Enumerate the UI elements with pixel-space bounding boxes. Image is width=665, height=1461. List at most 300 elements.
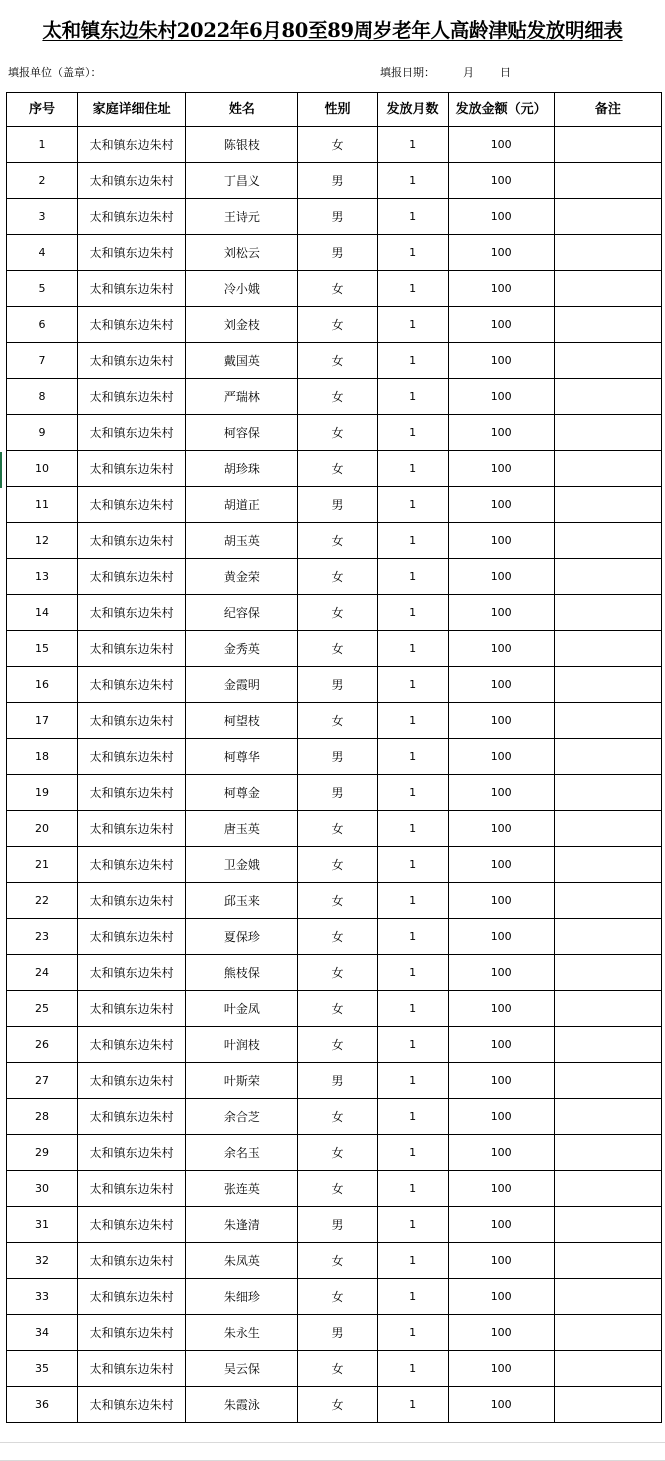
cell-address[interactable]: 太和镇东边朱村 bbox=[78, 919, 186, 955]
cell-months[interactable]: 1 bbox=[377, 379, 448, 415]
cell-note[interactable] bbox=[554, 559, 661, 595]
cell-name[interactable]: 余合芝 bbox=[186, 1099, 298, 1135]
cell-months[interactable]: 1 bbox=[377, 1027, 448, 1063]
cell-address[interactable]: 太和镇东边朱村 bbox=[78, 127, 186, 163]
cell-seq[interactable]: 18 bbox=[7, 739, 78, 775]
cell-name[interactable]: 胡道正 bbox=[186, 487, 298, 523]
cell-sex[interactable]: 男 bbox=[298, 487, 377, 523]
cell-address[interactable]: 太和镇东边朱村 bbox=[78, 595, 186, 631]
cell-seq[interactable]: 20 bbox=[7, 811, 78, 847]
cell-months[interactable]: 1 bbox=[377, 919, 448, 955]
cell-address[interactable]: 太和镇东边朱村 bbox=[78, 1351, 186, 1387]
cell-months[interactable]: 1 bbox=[377, 595, 448, 631]
cell-seq[interactable]: 33 bbox=[7, 1279, 78, 1315]
cell-seq[interactable]: 8 bbox=[7, 379, 78, 415]
cell-name[interactable]: 冷小娥 bbox=[186, 271, 298, 307]
cell-note[interactable] bbox=[554, 667, 661, 703]
cell-seq[interactable]: 21 bbox=[7, 847, 78, 883]
cell-seq[interactable]: 10 bbox=[7, 451, 78, 487]
cell-amount[interactable]: 100 bbox=[448, 775, 554, 811]
cell-seq[interactable]: 11 bbox=[7, 487, 78, 523]
cell-sex[interactable]: 男 bbox=[298, 163, 377, 199]
cell-sex[interactable]: 女 bbox=[298, 811, 377, 847]
cell-name[interactable]: 胡珍珠 bbox=[186, 451, 298, 487]
cell-sex[interactable]: 女 bbox=[298, 703, 377, 739]
table-row bbox=[7, 523, 662, 559]
cell-sex[interactable]: 女 bbox=[298, 343, 377, 379]
cell-address[interactable]: 太和镇东边朱村 bbox=[78, 775, 186, 811]
cell-amount[interactable]: 100 bbox=[448, 1351, 554, 1387]
cell-amount[interactable]: 100 bbox=[448, 379, 554, 415]
cell-sex[interactable]: 女 bbox=[298, 955, 377, 991]
cell-months[interactable]: 1 bbox=[377, 955, 448, 991]
table-header-row bbox=[7, 93, 662, 127]
cell-amount[interactable]: 100 bbox=[448, 667, 554, 703]
reporting-date-label: 填报日期： bbox=[380, 66, 435, 79]
cell-seq[interactable]: 4 bbox=[7, 235, 78, 271]
cell-amount[interactable]: 100 bbox=[448, 1099, 554, 1135]
cell-months[interactable]: 1 bbox=[377, 1171, 448, 1207]
cell-months[interactable]: 1 bbox=[377, 1387, 448, 1423]
cell-sex[interactable]: 女 bbox=[298, 631, 377, 667]
table-row bbox=[7, 1099, 662, 1135]
cell-address[interactable]: 太和镇东边朱村 bbox=[78, 379, 186, 415]
table-row bbox=[7, 1207, 662, 1243]
cell-name[interactable]: 纪容保 bbox=[186, 595, 298, 631]
cell-note[interactable] bbox=[554, 379, 661, 415]
table-row bbox=[7, 271, 662, 307]
cell-seq[interactable]: 17 bbox=[7, 703, 78, 739]
cell-amount[interactable]: 100 bbox=[448, 847, 554, 883]
cell-amount[interactable]: 100 bbox=[448, 127, 554, 163]
cell-amount[interactable]: 100 bbox=[448, 343, 554, 379]
cell-months[interactable]: 1 bbox=[377, 1207, 448, 1243]
table-row bbox=[7, 415, 662, 451]
cell-address[interactable]: 太和镇东边朱村 bbox=[78, 1279, 186, 1315]
cell-name[interactable]: 叶斯荣 bbox=[186, 1063, 298, 1099]
table-row bbox=[7, 883, 662, 919]
cell-seq[interactable]: 9 bbox=[7, 415, 78, 451]
cell-months[interactable]: 1 bbox=[377, 775, 448, 811]
header-sex[interactable]: 性别 bbox=[298, 93, 377, 127]
cell-address[interactable]: 太和镇东边朱村 bbox=[78, 1243, 186, 1279]
cell-address[interactable]: 太和镇东边朱村 bbox=[78, 163, 186, 199]
cell-seq[interactable]: 19 bbox=[7, 775, 78, 811]
cell-address[interactable]: 太和镇东边朱村 bbox=[78, 667, 186, 703]
cell-months[interactable]: 1 bbox=[377, 235, 448, 271]
cell-note[interactable] bbox=[554, 631, 661, 667]
cell-name[interactable]: 朱霞泳 bbox=[186, 1387, 298, 1423]
cell-note[interactable] bbox=[554, 883, 661, 919]
cell-address[interactable]: 太和镇东边朱村 bbox=[78, 523, 186, 559]
cell-note[interactable] bbox=[554, 739, 661, 775]
cell-sex[interactable]: 女 bbox=[298, 127, 377, 163]
table-row bbox=[7, 127, 662, 163]
cell-amount[interactable]: 100 bbox=[448, 199, 554, 235]
cell-seq[interactable]: 1 bbox=[7, 127, 78, 163]
cell-name[interactable]: 夏保珍 bbox=[186, 919, 298, 955]
header-note[interactable]: 备注 bbox=[554, 93, 661, 127]
cell-seq[interactable]: 26 bbox=[7, 1027, 78, 1063]
cell-sex[interactable]: 女 bbox=[298, 883, 377, 919]
table-row bbox=[7, 955, 662, 991]
cell-seq[interactable]: 5 bbox=[7, 271, 78, 307]
cell-name[interactable]: 柯尊华 bbox=[186, 739, 298, 775]
cell-amount[interactable]: 100 bbox=[448, 487, 554, 523]
cell-name[interactable]: 卫金娥 bbox=[186, 847, 298, 883]
cell-amount[interactable]: 100 bbox=[448, 595, 554, 631]
cell-name[interactable]: 陈银枝 bbox=[186, 127, 298, 163]
cell-seq[interactable]: 15 bbox=[7, 631, 78, 667]
header-name[interactable]: 姓名 bbox=[186, 93, 298, 127]
cell-months[interactable]: 1 bbox=[377, 667, 448, 703]
cell-seq[interactable]: 29 bbox=[7, 1135, 78, 1171]
cell-sex[interactable]: 女 bbox=[298, 1243, 377, 1279]
cell-name[interactable]: 唐玉英 bbox=[186, 811, 298, 847]
cell-sex[interactable]: 女 bbox=[298, 271, 377, 307]
cell-note[interactable] bbox=[554, 955, 661, 991]
table-row bbox=[7, 1063, 662, 1099]
cell-seq[interactable]: 27 bbox=[7, 1063, 78, 1099]
cell-address[interactable]: 太和镇东边朱村 bbox=[78, 451, 186, 487]
cell-months[interactable]: 1 bbox=[377, 883, 448, 919]
cell-seq[interactable]: 28 bbox=[7, 1099, 78, 1135]
cell-note[interactable] bbox=[554, 523, 661, 559]
cell-sex[interactable]: 女 bbox=[298, 1171, 377, 1207]
cell-amount[interactable]: 100 bbox=[448, 739, 554, 775]
cell-seq[interactable]: 24 bbox=[7, 955, 78, 991]
cell-seq[interactable]: 36 bbox=[7, 1387, 78, 1423]
cell-months[interactable]: 1 bbox=[377, 1099, 448, 1135]
cell-amount[interactable]: 100 bbox=[448, 307, 554, 343]
cell-months[interactable]: 1 bbox=[377, 1063, 448, 1099]
cell-amount[interactable]: 100 bbox=[448, 1135, 554, 1171]
cell-note[interactable] bbox=[554, 1279, 661, 1315]
cell-months[interactable]: 1 bbox=[377, 1279, 448, 1315]
cell-name[interactable]: 朱细珍 bbox=[186, 1279, 298, 1315]
cell-sex[interactable]: 女 bbox=[298, 595, 377, 631]
cell-note[interactable] bbox=[554, 163, 661, 199]
cell-sex[interactable]: 女 bbox=[298, 919, 377, 955]
cell-note[interactable] bbox=[554, 1099, 661, 1135]
cell-sex[interactable]: 男 bbox=[298, 1063, 377, 1099]
table-row bbox=[7, 739, 662, 775]
cell-sex[interactable]: 男 bbox=[298, 1207, 377, 1243]
table-row bbox=[7, 775, 662, 811]
cell-address[interactable]: 太和镇东边朱村 bbox=[78, 1027, 186, 1063]
table-row bbox=[7, 307, 662, 343]
header-months[interactable]: 发放月数 bbox=[377, 93, 448, 127]
cell-seq[interactable]: 16 bbox=[7, 667, 78, 703]
cell-name[interactable]: 柯尊金 bbox=[186, 775, 298, 811]
cell-months[interactable]: 1 bbox=[377, 271, 448, 307]
cell-note[interactable] bbox=[554, 1027, 661, 1063]
cell-sex[interactable]: 女 bbox=[298, 379, 377, 415]
cell-months[interactable]: 1 bbox=[377, 1243, 448, 1279]
reporting-date bbox=[380, 58, 511, 90]
cell-name[interactable]: 余名玉 bbox=[186, 1135, 298, 1171]
header-address[interactable]: 家庭详细住址 bbox=[78, 93, 186, 127]
table-row bbox=[7, 1351, 662, 1387]
cell-amount[interactable]: 100 bbox=[448, 271, 554, 307]
cell-amount[interactable]: 100 bbox=[448, 451, 554, 487]
cell-sex[interactable]: 女 bbox=[298, 1279, 377, 1315]
cell-name[interactable]: 朱凤英 bbox=[186, 1243, 298, 1279]
cell-sex[interactable]: 女 bbox=[298, 523, 377, 559]
table-row bbox=[7, 1315, 662, 1351]
cell-sex[interactable]: 男 bbox=[298, 1315, 377, 1351]
cell-sex[interactable]: 女 bbox=[298, 307, 377, 343]
cell-name[interactable]: 朱永生 bbox=[186, 1315, 298, 1351]
cell-address[interactable]: 太和镇东边朱村 bbox=[78, 955, 186, 991]
cell-note[interactable] bbox=[554, 1135, 661, 1171]
table-row bbox=[7, 1243, 662, 1279]
cell-amount[interactable]: 100 bbox=[448, 955, 554, 991]
cell-address[interactable]: 太和镇东边朱村 bbox=[78, 1315, 186, 1351]
cell-amount[interactable]: 100 bbox=[448, 415, 554, 451]
cell-address[interactable]: 太和镇东边朱村 bbox=[78, 199, 186, 235]
table-row bbox=[7, 1171, 662, 1207]
cell-amount[interactable]: 100 bbox=[448, 1171, 554, 1207]
cell-seq[interactable]: 12 bbox=[7, 523, 78, 559]
table-row bbox=[7, 991, 662, 1027]
sheet-grid-lines bbox=[0, 1425, 665, 1461]
cell-note[interactable] bbox=[554, 1351, 661, 1387]
document-title bbox=[0, 0, 665, 58]
cell-address[interactable]: 太和镇东边朱村 bbox=[78, 739, 186, 775]
cell-note[interactable] bbox=[554, 1063, 661, 1099]
cell-sex[interactable]: 男 bbox=[298, 775, 377, 811]
reporting-unit-label: 填报单位（盖章）： bbox=[8, 66, 102, 79]
cell-amount[interactable]: 100 bbox=[448, 1027, 554, 1063]
cell-months[interactable]: 1 bbox=[377, 487, 448, 523]
cell-amount[interactable]: 100 bbox=[448, 991, 554, 1027]
cell-name[interactable]: 金秀英 bbox=[186, 631, 298, 667]
table-row bbox=[7, 1027, 662, 1063]
cell-address[interactable]: 太和镇东边朱村 bbox=[78, 307, 186, 343]
document-title-text: 太和镇东边朱村2022年6月80至89周岁老年人高龄津贴发放明细表 bbox=[42, 19, 623, 42]
cell-name[interactable]: 刘松云 bbox=[186, 235, 298, 271]
cell-name[interactable]: 张连英 bbox=[186, 1171, 298, 1207]
cell-months[interactable]: 1 bbox=[377, 559, 448, 595]
reporting-month-label: 月 bbox=[463, 66, 474, 79]
cell-amount[interactable]: 100 bbox=[448, 1063, 554, 1099]
cell-months[interactable]: 1 bbox=[377, 127, 448, 163]
cell-sex[interactable]: 女 bbox=[298, 1387, 377, 1423]
cell-seq[interactable]: 32 bbox=[7, 1243, 78, 1279]
cell-amount[interactable]: 100 bbox=[448, 1315, 554, 1351]
cell-months[interactable]: 1 bbox=[377, 631, 448, 667]
cell-name[interactable]: 熊枝保 bbox=[186, 955, 298, 991]
cell-seq[interactable]: 13 bbox=[7, 559, 78, 595]
cell-name[interactable]: 朱逢清 bbox=[186, 1207, 298, 1243]
cell-address[interactable]: 太和镇东边朱村 bbox=[78, 1099, 186, 1135]
table-row bbox=[7, 703, 662, 739]
cell-name[interactable]: 柯望枝 bbox=[186, 703, 298, 739]
cell-months[interactable]: 1 bbox=[377, 991, 448, 1027]
cell-sex[interactable]: 女 bbox=[298, 1351, 377, 1387]
cell-seq[interactable]: 6 bbox=[7, 307, 78, 343]
cell-note[interactable] bbox=[554, 487, 661, 523]
table-row bbox=[7, 343, 662, 379]
reporting-day-label: 日 bbox=[500, 66, 511, 79]
cell-sex[interactable]: 男 bbox=[298, 199, 377, 235]
cell-amount[interactable]: 100 bbox=[448, 559, 554, 595]
cell-address[interactable]: 太和镇东边朱村 bbox=[78, 559, 186, 595]
cell-seq[interactable]: 34 bbox=[7, 1315, 78, 1351]
cell-address[interactable]: 太和镇东边朱村 bbox=[78, 703, 186, 739]
cell-months[interactable]: 1 bbox=[377, 739, 448, 775]
cell-address[interactable]: 太和镇东边朱村 bbox=[78, 1171, 186, 1207]
cell-sex[interactable]: 女 bbox=[298, 1099, 377, 1135]
cell-sex[interactable]: 女 bbox=[298, 415, 377, 451]
cell-seq[interactable]: 31 bbox=[7, 1207, 78, 1243]
cell-months[interactable]: 1 bbox=[377, 199, 448, 235]
cell-amount[interactable]: 100 bbox=[448, 523, 554, 559]
cell-amount[interactable]: 100 bbox=[448, 163, 554, 199]
cell-address[interactable]: 太和镇东边朱村 bbox=[78, 343, 186, 379]
cell-months[interactable]: 1 bbox=[377, 415, 448, 451]
cell-address[interactable]: 太和镇东边朱村 bbox=[78, 847, 186, 883]
table-row bbox=[7, 379, 662, 415]
cell-amount[interactable]: 100 bbox=[448, 919, 554, 955]
cell-amount[interactable]: 100 bbox=[448, 1207, 554, 1243]
table-row bbox=[7, 919, 662, 955]
cell-seq[interactable]: 14 bbox=[7, 595, 78, 631]
cell-name[interactable]: 刘金枝 bbox=[186, 307, 298, 343]
cell-note[interactable] bbox=[554, 127, 661, 163]
cell-note[interactable] bbox=[554, 415, 661, 451]
table-row bbox=[7, 235, 662, 271]
cell-name[interactable]: 金霞明 bbox=[186, 667, 298, 703]
cell-name[interactable]: 王诗元 bbox=[186, 199, 298, 235]
table-row bbox=[7, 487, 662, 523]
cell-seq[interactable]: 2 bbox=[7, 163, 78, 199]
cell-note[interactable] bbox=[554, 847, 661, 883]
cell-address[interactable]: 太和镇东边朱村 bbox=[78, 631, 186, 667]
cell-amount[interactable]: 100 bbox=[448, 883, 554, 919]
header-amount[interactable]: 发放金额（元） bbox=[448, 93, 554, 127]
table-row bbox=[7, 667, 662, 703]
cell-months[interactable]: 1 bbox=[377, 811, 448, 847]
header-seq[interactable]: 序号 bbox=[7, 93, 78, 127]
cell-note[interactable] bbox=[554, 271, 661, 307]
table-row bbox=[7, 559, 662, 595]
cell-sex[interactable]: 女 bbox=[298, 451, 377, 487]
cell-address[interactable]: 太和镇东边朱村 bbox=[78, 487, 186, 523]
cell-amount[interactable]: 100 bbox=[448, 1387, 554, 1423]
cell-name[interactable]: 严瑞林 bbox=[186, 379, 298, 415]
cell-note[interactable] bbox=[554, 235, 661, 271]
cell-months[interactable]: 1 bbox=[377, 847, 448, 883]
cell-amount[interactable]: 100 bbox=[448, 703, 554, 739]
cell-sex[interactable]: 女 bbox=[298, 991, 377, 1027]
cell-name[interactable]: 胡玉英 bbox=[186, 523, 298, 559]
cell-address[interactable]: 太和镇东边朱村 bbox=[78, 883, 186, 919]
cell-address[interactable]: 太和镇东边朱村 bbox=[78, 235, 186, 271]
cell-note[interactable] bbox=[554, 451, 661, 487]
table-body bbox=[7, 127, 662, 1423]
cell-note[interactable] bbox=[554, 775, 661, 811]
cell-months[interactable]: 1 bbox=[377, 307, 448, 343]
cell-address[interactable]: 太和镇东边朱村 bbox=[78, 271, 186, 307]
cell-amount[interactable]: 100 bbox=[448, 631, 554, 667]
cell-sex[interactable]: 女 bbox=[298, 1027, 377, 1063]
cell-address[interactable]: 太和镇东边朱村 bbox=[78, 1135, 186, 1171]
cell-months[interactable]: 1 bbox=[377, 523, 448, 559]
cell-address[interactable]: 太和镇东边朱村 bbox=[78, 1387, 186, 1423]
cell-months[interactable]: 1 bbox=[377, 1315, 448, 1351]
cell-note[interactable] bbox=[554, 1315, 661, 1351]
cell-seq[interactable]: 35 bbox=[7, 1351, 78, 1387]
cell-sex[interactable]: 男 bbox=[298, 667, 377, 703]
cell-amount[interactable]: 100 bbox=[448, 1243, 554, 1279]
cell-address[interactable]: 太和镇东边朱村 bbox=[78, 415, 186, 451]
cell-name[interactable]: 黄金荣 bbox=[186, 559, 298, 595]
cell-note[interactable] bbox=[554, 1171, 661, 1207]
cell-months[interactable]: 1 bbox=[377, 451, 448, 487]
cell-seq[interactable]: 25 bbox=[7, 991, 78, 1027]
table-row bbox=[7, 1135, 662, 1171]
cell-note[interactable] bbox=[554, 1207, 661, 1243]
cell-seq[interactable]: 30 bbox=[7, 1171, 78, 1207]
cell-sex[interactable]: 女 bbox=[298, 847, 377, 883]
cell-name[interactable]: 吴云保 bbox=[186, 1351, 298, 1387]
cell-sex[interactable]: 女 bbox=[298, 559, 377, 595]
cell-name[interactable]: 柯容保 bbox=[186, 415, 298, 451]
cell-amount[interactable]: 100 bbox=[448, 1279, 554, 1315]
cell-sex[interactable]: 男 bbox=[298, 739, 377, 775]
cell-note[interactable] bbox=[554, 991, 661, 1027]
cell-address[interactable]: 太和镇东边朱村 bbox=[78, 811, 186, 847]
cell-amount[interactable]: 100 bbox=[448, 235, 554, 271]
cell-seq[interactable]: 7 bbox=[7, 343, 78, 379]
cell-months[interactable]: 1 bbox=[377, 343, 448, 379]
cell-note[interactable] bbox=[554, 919, 661, 955]
cell-address[interactable]: 太和镇东边朱村 bbox=[78, 991, 186, 1027]
cell-name[interactable]: 丁昌义 bbox=[186, 163, 298, 199]
table-row bbox=[7, 631, 662, 667]
cell-note[interactable] bbox=[554, 703, 661, 739]
cell-months[interactable]: 1 bbox=[377, 163, 448, 199]
cell-name[interactable]: 邱玉来 bbox=[186, 883, 298, 919]
cell-note[interactable] bbox=[554, 307, 661, 343]
cell-months[interactable]: 1 bbox=[377, 1351, 448, 1387]
cell-note[interactable] bbox=[554, 1243, 661, 1279]
cell-note[interactable] bbox=[554, 595, 661, 631]
cell-months[interactable]: 1 bbox=[377, 703, 448, 739]
cell-address[interactable]: 太和镇东边朱村 bbox=[78, 1063, 186, 1099]
cell-name[interactable]: 叶金凤 bbox=[186, 991, 298, 1027]
cell-name[interactable]: 戴国英 bbox=[186, 343, 298, 379]
cell-address[interactable]: 太和镇东边朱村 bbox=[78, 1207, 186, 1243]
cell-seq[interactable]: 22 bbox=[7, 883, 78, 919]
table-row bbox=[7, 451, 662, 487]
cell-sex[interactable]: 男 bbox=[298, 235, 377, 271]
cell-note[interactable] bbox=[554, 1387, 661, 1423]
cell-months[interactable]: 1 bbox=[377, 1135, 448, 1171]
cell-note[interactable] bbox=[554, 343, 661, 379]
table-row bbox=[7, 595, 662, 631]
cell-note[interactable] bbox=[554, 199, 661, 235]
cell-sex[interactable]: 女 bbox=[298, 1135, 377, 1171]
cell-seq[interactable]: 3 bbox=[7, 199, 78, 235]
cell-note[interactable] bbox=[554, 811, 661, 847]
cell-amount[interactable]: 100 bbox=[448, 811, 554, 847]
cell-seq[interactable]: 23 bbox=[7, 919, 78, 955]
cell-name[interactable]: 叶润枝 bbox=[186, 1027, 298, 1063]
selection-marker bbox=[0, 452, 2, 488]
